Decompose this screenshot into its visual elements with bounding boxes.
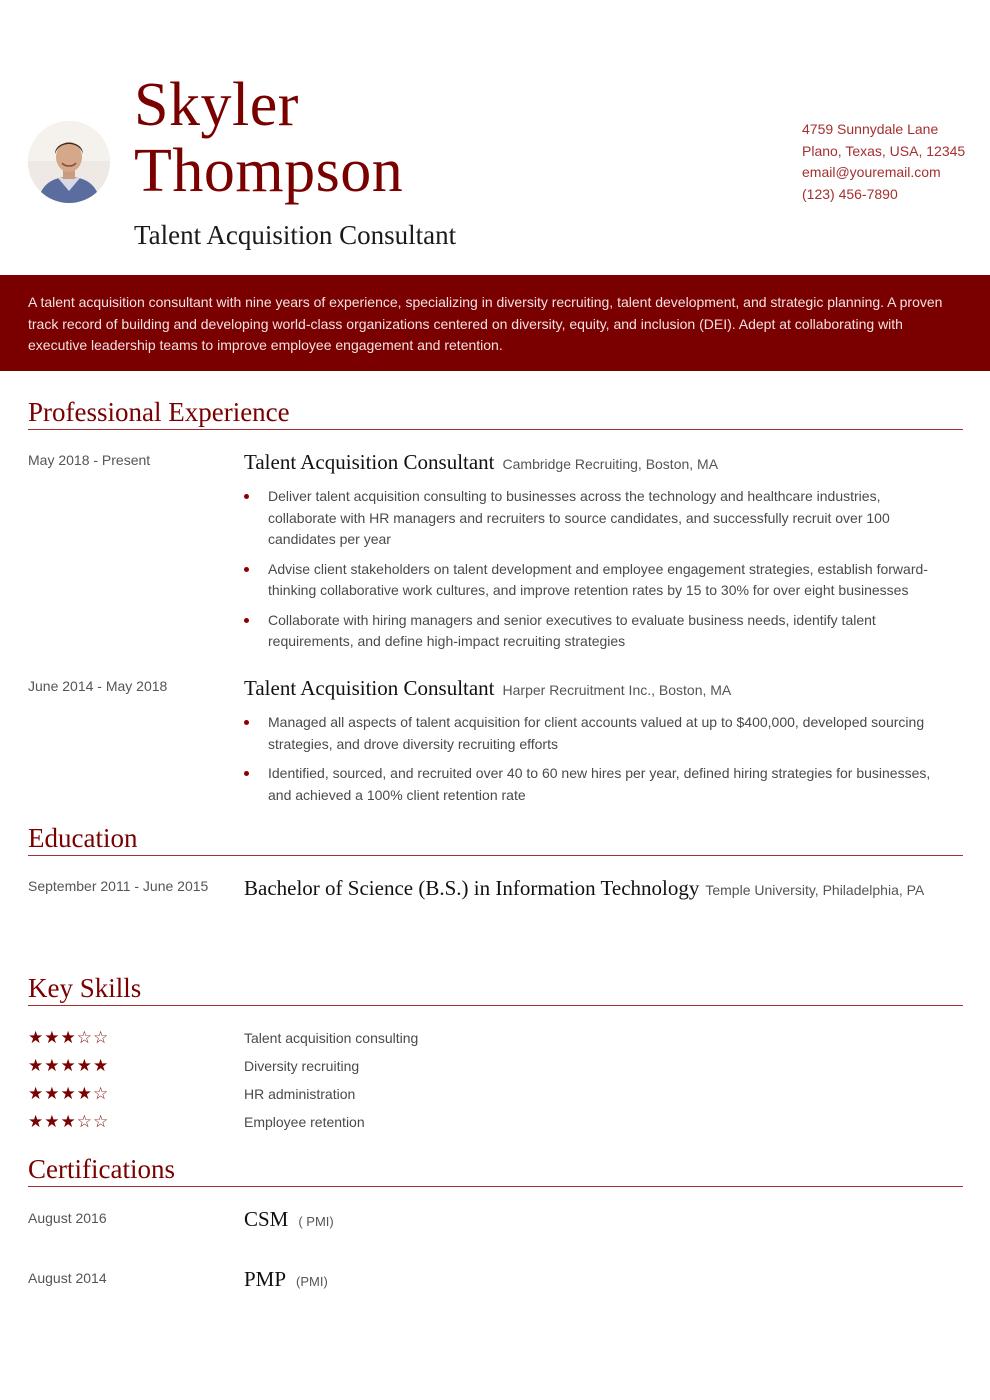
certification-entry — [244, 1267, 328, 1292]
skill-row — [28, 1058, 728, 1082]
name-first: Skyler — [134, 71, 299, 139]
star-rating-icon: ★★★★☆ — [28, 1084, 110, 1104]
phone-number: (123) 456-7890 — [802, 185, 898, 202]
job-bullets — [244, 486, 944, 661]
bullet-text: Deliver talent acquisition consulting to businesses across the technology and healthcare industries, collaborate with HR managers and recruiters to source candidates, and successfully recruit over 100 candidates per year — [268, 488, 890, 547]
certification-entry — [244, 1207, 334, 1232]
section-title-education: Education — [28, 822, 963, 856]
job-company: Harper Recruitment Inc., Boston, MA — [502, 682, 732, 698]
skill-row — [28, 1030, 728, 1054]
profile-photo-icon — [28, 121, 110, 203]
list-item — [244, 559, 944, 602]
education-entry — [244, 876, 944, 903]
star-rating-icon: ★★★☆☆ — [28, 1112, 110, 1132]
bullet-icon — [244, 771, 249, 776]
list-item — [244, 712, 944, 755]
section-title-skills: Key Skills — [28, 972, 963, 1006]
list-item — [244, 610, 944, 653]
job-heading — [244, 450, 718, 475]
star-rating-icon: ★★★★★ — [28, 1056, 110, 1076]
contact-info — [802, 119, 965, 205]
job-role-title: Talent Acquisition Consultant — [244, 676, 495, 700]
certification-name: PMP — [244, 1267, 287, 1291]
name-last: Thompson — [134, 137, 404, 205]
avatar — [28, 121, 110, 203]
bullet-icon — [244, 494, 249, 499]
skill-row — [28, 1114, 728, 1138]
bullet-icon — [244, 618, 249, 623]
skill-name: Employee retention — [244, 1114, 365, 1130]
bullet-text: Advise client stakeholders on talent development and employee engagement strategies, establish forward-thinking collaborative work cultures, and improve retention rates by 15 to 30% for over eight businesses — [268, 560, 928, 598]
address-line-1: 4759 Sunnydale Lane — [802, 121, 939, 137]
list-item — [244, 763, 944, 806]
bullet-icon — [244, 720, 249, 725]
certification-org: ( PMI) — [298, 1214, 334, 1229]
job-dates: June 2014 - May 2018 — [28, 678, 168, 694]
job-dates: May 2018 - Present — [28, 452, 151, 468]
summary-text: A talent acquisition consultant with nine years of experience, specializing in diversity recruiting, talent development, and strategic planning. A proven track record of building and developing world-class organizations centered on diversity, equity, and inclusion (DEI). Adept at collaborating with executive leadership teams to improve employee engagement and retention. — [28, 294, 943, 353]
job-role-title: Talent Acquisition Consultant — [244, 450, 495, 474]
bullet-icon — [244, 567, 249, 572]
section-title-experience: Professional Experience — [28, 396, 963, 430]
bullet-text: Managed all aspects of talent acquisition for client accounts valued at up to $400,000, developed sourcing strategies, and drove diversity recruiting efforts — [268, 714, 925, 752]
job-title: Talent Acquisition Consultant — [134, 220, 457, 250]
certification-org: (PMI) — [296, 1274, 328, 1289]
skill-name: HR administration — [244, 1086, 356, 1102]
education-dates: September 2011 - June 2015 — [28, 878, 209, 894]
candidate-name — [134, 72, 403, 204]
certification-date: August 2014 — [28, 1270, 107, 1286]
skill-name: Diversity recruiting — [244, 1058, 360, 1074]
section-title-certifications: Certifications — [28, 1153, 963, 1187]
summary-banner — [0, 275, 990, 371]
email-link[interactable]: email@youremail.com — [802, 164, 941, 180]
bullet-text: Collaborate with hiring managers and senior executives to evaluate business needs, identify talent requirements, and define high-impact recruiting strategies — [268, 611, 876, 649]
skill-row — [28, 1086, 728, 1110]
bullet-text: Identified, sourced, and recruited over 40 to 60 new hires per year, defined hiring strategies for businesses, and achieved a 100% client retention rate — [268, 765, 931, 803]
list-item — [244, 486, 944, 551]
skill-name: Talent acquisition consulting — [244, 1030, 419, 1046]
job-company: Cambridge Recruiting, Boston, MA — [502, 456, 719, 472]
job-bullets — [244, 712, 944, 814]
address-line-2: Plano, Texas, USA, 12345 — [802, 142, 966, 159]
star-rating-icon: ★★★☆☆ — [28, 1028, 110, 1048]
certification-date: August 2016 — [28, 1210, 107, 1226]
school-name: Temple University, Philadelphia, PA — [705, 882, 925, 898]
certification-name: CSM — [244, 1207, 289, 1231]
job-heading — [244, 676, 731, 701]
degree-title: Bachelor of Science (B.S.) in Information Technology — [244, 876, 700, 900]
